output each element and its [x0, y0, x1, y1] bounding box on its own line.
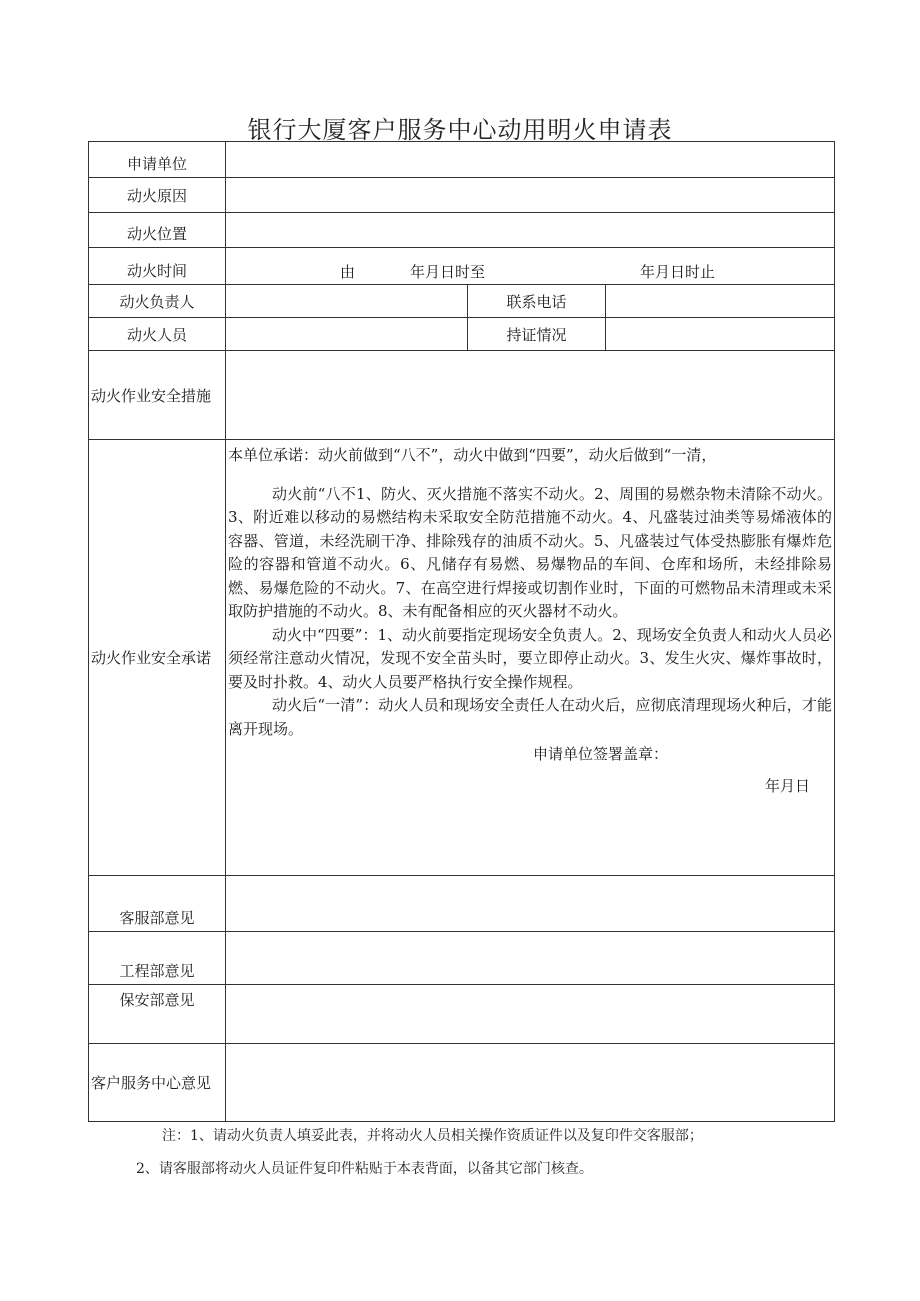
certificate-status-field[interactable]	[606, 318, 835, 351]
applicant-unit-field[interactable]	[226, 142, 835, 178]
pledge-during: 动火中“四要”：1、动火前要指定现场安全负责人。2、现场安全负责人和动火人员必须经常注意动火情况，发现不安全苗头时，要立即停止动火。3、发生火灾、爆炸事故时，要及时扑救。4、动火人员要严格执行安全操作规程。	[228, 625, 833, 691]
cs-dept-opinion-field[interactable]	[226, 876, 835, 932]
eng-dept-opinion-field[interactable]	[226, 932, 835, 985]
time-end-text: 年月日时止	[640, 263, 716, 281]
form-title: 银行大厦客户服务中心动用明火申请表	[247, 116, 673, 144]
safety-pledge-content	[226, 440, 835, 876]
application-form-table	[88, 141, 835, 1122]
note-2: 2、请客服部将动火人员证件复印件粘贴于本表背面，以备其它部门核查。	[136, 1161, 593, 1177]
fire-reason-label: 动火原因	[89, 178, 226, 213]
fire-reason-field[interactable]	[226, 178, 835, 213]
fire-time-field[interactable]	[226, 248, 835, 285]
pledge-after: 动火后“一清”：动火人员和现场安全责任人在动火后，应彻底清理现场火种后，才能离开现场。	[228, 696, 833, 738]
fire-personnel-field[interactable]	[226, 318, 468, 351]
fire-leader-label: 动火负责人	[89, 285, 226, 318]
safety-pledge-label: 动火作业安全承诺	[89, 440, 226, 876]
center-opinion-field[interactable]	[226, 1044, 835, 1122]
pledge-intro: 本单位承诺：动火前做到“八不”，动火中做到“四要”，动火后做到“一清，	[228, 446, 717, 464]
pledge-sign: 申请单位签署盖章：	[533, 745, 669, 763]
fire-location-label: 动火位置	[89, 213, 226, 248]
safety-measures-label: 动火作业安全措施	[89, 351, 226, 440]
time-from-text: 由	[340, 263, 356, 281]
security-dept-opinion-label: 保安部意见	[89, 985, 226, 1044]
pledge-before: 动火前“八不1、防火、灭火措施不落实不动火。2、周围的易燃杂物未清除不动火。3、附近难以移动的易燃结构未采取安全防范措施不动火。4、凡盛装过油类等易烯液体的容器、管道，未经洗刷干净、排除残存的油质不动火。5、凡盛装过气体受热膨胀有爆炸危险的容器和管道不动火。6、凡储存有易燃、易爆物品的车间、仓库和场所，未经排除易燃、易爆危险的不动火。7、在高空进行焊接或切割作业时，下面的可燃物品未清理或未采取防护措施的不动火。8、未有配备相应的灭火器材不动火。	[228, 484, 833, 620]
fire-personnel-label: 动火人员	[89, 318, 226, 351]
cs-dept-opinion-label: 客服部意见	[89, 876, 226, 932]
safety-measures-field[interactable]	[226, 351, 835, 440]
fire-time-label: 动火时间	[89, 248, 226, 285]
note-1: 注：1、请动火负责人填妥此表，并将动火人员相关操作资质证件以及复印件交客服部；	[162, 1128, 703, 1144]
eng-dept-opinion-label: 工程部意见	[89, 932, 226, 985]
applicant-unit-label: 申请单位	[89, 142, 226, 178]
fire-leader-field[interactable]	[226, 285, 468, 318]
contact-phone-field[interactable]	[606, 285, 835, 318]
certificate-status-label: 持证情况	[468, 318, 606, 351]
time-to-text: 年月日时至	[410, 263, 486, 281]
center-opinion-label: 客户服务中心意见	[89, 1044, 226, 1122]
security-dept-opinion-field[interactable]	[226, 985, 835, 1044]
contact-phone-label: 联系电话	[468, 285, 606, 318]
pledge-date: 年月日	[765, 776, 811, 795]
fire-location-field[interactable]	[226, 213, 835, 248]
